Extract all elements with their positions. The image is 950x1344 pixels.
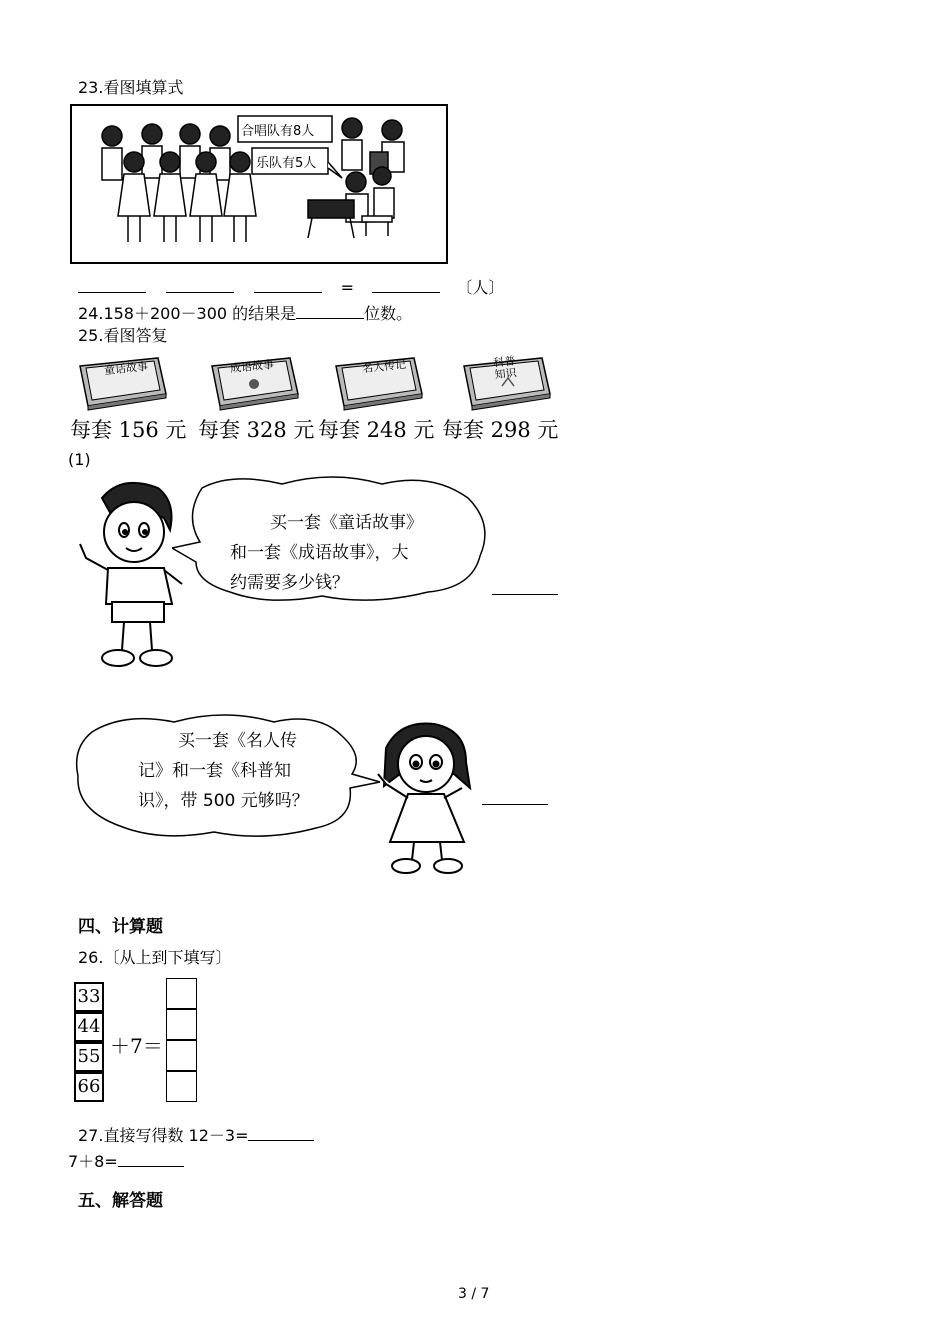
bubble-line: 和一套《成语故事》，大 — [230, 543, 409, 563]
answer-blank[interactable] — [254, 276, 322, 293]
q27-expression: 27.直接写得数 12－3= — [78, 1126, 249, 1145]
answer-blank[interactable] — [492, 578, 558, 595]
number-cell: 33 — [74, 982, 104, 1012]
q24-prefix: 24.158＋200－300 的结果是 — [78, 304, 297, 323]
answer-column — [166, 978, 200, 1106]
answer-blank[interactable] — [372, 276, 440, 293]
q25-title: 25.看图答复 — [78, 326, 168, 345]
girl-illustration — [370, 718, 478, 876]
sub-question-label: (1) — [68, 450, 91, 469]
answer-blank[interactable] — [118, 1150, 184, 1167]
q23-equation-row — [78, 276, 504, 298]
answer-box[interactable] — [166, 1009, 197, 1040]
q27-expression: 7＋8= — [68, 1152, 118, 1171]
answer-box[interactable] — [166, 1040, 197, 1071]
book-price: 每套 298 元 — [442, 418, 559, 442]
choir-bubble-text: 合唱队有8人 — [241, 124, 315, 139]
bubble-line: 买一套《童话故事》 — [270, 513, 423, 533]
answer-blank[interactable] — [78, 276, 146, 293]
q24-question — [78, 302, 412, 324]
q27-line2 — [68, 1150, 184, 1172]
band-bubble-text: 乐队有5人 — [256, 156, 317, 171]
operation-label: ＋7＝ — [110, 1034, 163, 1058]
page-number: 3 / 7 — [458, 1286, 490, 1302]
bubble-line: 买一套《名人传 — [178, 731, 297, 751]
section-heading: 五、解答题 — [78, 1191, 163, 1211]
number-cell: 44 — [74, 1012, 104, 1042]
book-title: 童话故事 — [103, 359, 149, 378]
q27-line1 — [78, 1124, 314, 1146]
equals-sign: = — [340, 278, 354, 297]
q23-title: 23.看图填算式 — [78, 78, 184, 97]
answer-box[interactable] — [166, 1071, 197, 1102]
answer-box[interactable] — [166, 978, 197, 1009]
number-column — [72, 980, 106, 1104]
answer-blank[interactable] — [296, 302, 364, 319]
bubble-line: 约需要多少钱？ — [230, 573, 349, 593]
q24-suffix: 位数。 — [364, 304, 413, 323]
book-price: 每套 248 元 — [318, 418, 435, 442]
book-title: 成语故事 — [229, 357, 275, 376]
answer-blank[interactable] — [248, 1124, 314, 1141]
section-heading: 四、计算题 — [78, 917, 163, 937]
book-title: 科普知识 — [492, 354, 518, 382]
book-title: 名人传记 — [361, 357, 407, 376]
book-price: 每套 156 元 — [70, 418, 187, 442]
answer-blank[interactable] — [166, 276, 234, 293]
q26-title: 26.〔从上到下填写〕 — [78, 948, 232, 967]
bubble-line: 记》和一套《科普知 — [138, 761, 291, 781]
book-price: 每套 328 元 — [198, 418, 315, 442]
answer-blank[interactable] — [482, 788, 548, 805]
unit-label: 〔人〕 — [456, 278, 505, 297]
number-cell: 55 — [74, 1042, 104, 1072]
number-cell: 66 — [74, 1072, 104, 1102]
bubble-line: 识》，带 500 元够吗？ — [138, 791, 309, 811]
